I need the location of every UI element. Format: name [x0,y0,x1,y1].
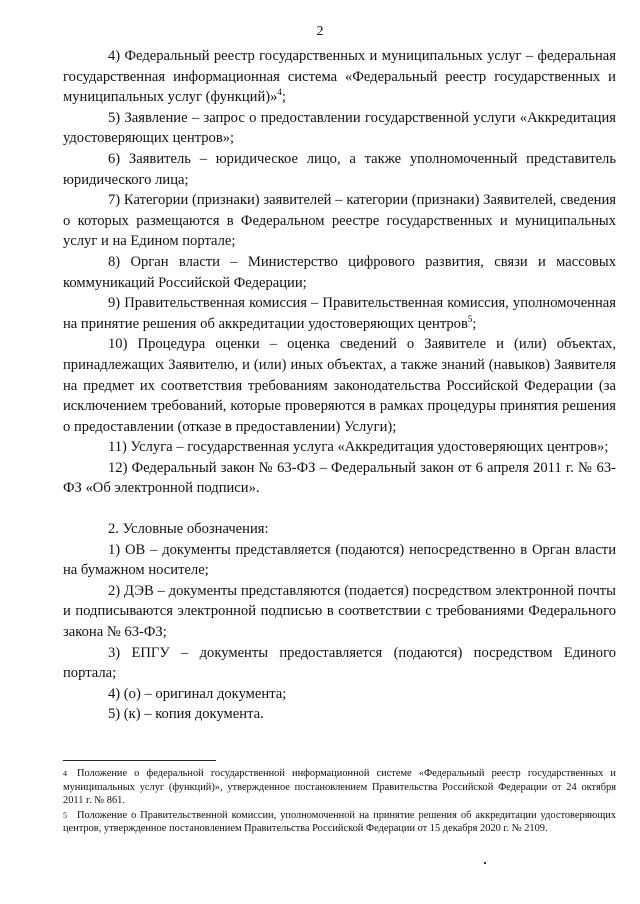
list-item: 11) Услуга – государственная услуга «Аккредитация удостоверяющих центров»; [108,439,609,456]
list-item: 2) ДЭВ – документы представляются (подается) посредством электронной почты и подписываются электронной подписью в соответствии с требованиями Федерального закона № 63-ФЗ; [63,582,616,641]
scan-speck [484,862,486,864]
footnote-ref: 4 [277,87,282,98]
footnote-ref: 5 [467,313,473,324]
footnote: 4 Положение о федеральной государственной информационной системе «Федеральный реестр государственных и муниципальных услуг (функций)», утвержденное постановлением Правительства Российской Федерации от 24 октября 2011 г. № 861. [63,768,616,807]
list-item: 7) Категории (признаки) заявителей – категории (признаки) Заявителей, сведения о которых размещаются в Федеральном реестре государственных и муниципальных услуг и на Едином портале; [63,192,616,250]
page-number: 2 [316,24,324,39]
footnote: 5 Положение о Правительственной комиссии, уполномоченной на принятие решения об аккредитации удостоверяющих центров, утвержденное постановлением Правительства Российской Федерации от 15 декабря 2020 г. № 2109. [63,809,616,835]
list-item: 10) Процедура оценки – оценка сведений о Заявителе и (или) объектах, принадлежащих Заявителю, и (или) иных объектах, а также знаний (навыков) Заявителя на предмет их соответствия требованиям законодательства Российской Федерации (за исключением требований, которые проверяются в рамках процедуры принятия решения о предоставлении (отказе в предоставлении) Услуги); [63,336,616,435]
document-body [63,46,616,725]
list-item: 4) Федеральный реестр государственных и муниципальных услуг – федеральная государственная информационная система «Федеральный реестр государственных и муниципальных услуг (функций)»$^4$; [63,48,616,106]
section-heading: 2. Условные обозначения: [108,521,269,538]
footnote-mark: 5 [63,810,67,820]
list-item: 3) ЕПГУ – документы предоставляется (подаются) посредством Единого портала; [63,644,616,682]
list-item: 8) Орган власти – Министерство цифрового развития, связи и массовых коммуникаций Российской Федерации; [63,253,616,291]
list-item: 6) Заявитель – юридическое лицо, а также уполномоченный представитель юридического лица; [63,150,616,188]
list-item: 12) Федеральный закон № 63-ФЗ – Федеральный закон от 6 апреля 2011 г. № 63-ФЗ «Об электронной подписи». [63,459,616,497]
section-gap [63,499,616,519]
list-item: 1) ОВ – документы представляется (подаются) непосредственно в Орган власти на бумажном носителе; [63,541,616,579]
list-item: 5) (к) – копия документа. [108,706,264,723]
footnote-mark: 4 [63,769,67,778]
list-item: 9) Правительственная комиссия – Правительственная комиссия, уполномоченная на принятие решения об аккредитации удостоверяющих центров$^5$; [63,295,616,332]
footnote-divider [63,760,216,761]
footnotes [63,767,616,837]
list-item: 5) Заявление – запрос о предоставлении государственной услуги «Аккредитация удостоверяющих центров»; [63,109,616,147]
list-item: 4) (о) – оригинал документа; [108,685,287,702]
